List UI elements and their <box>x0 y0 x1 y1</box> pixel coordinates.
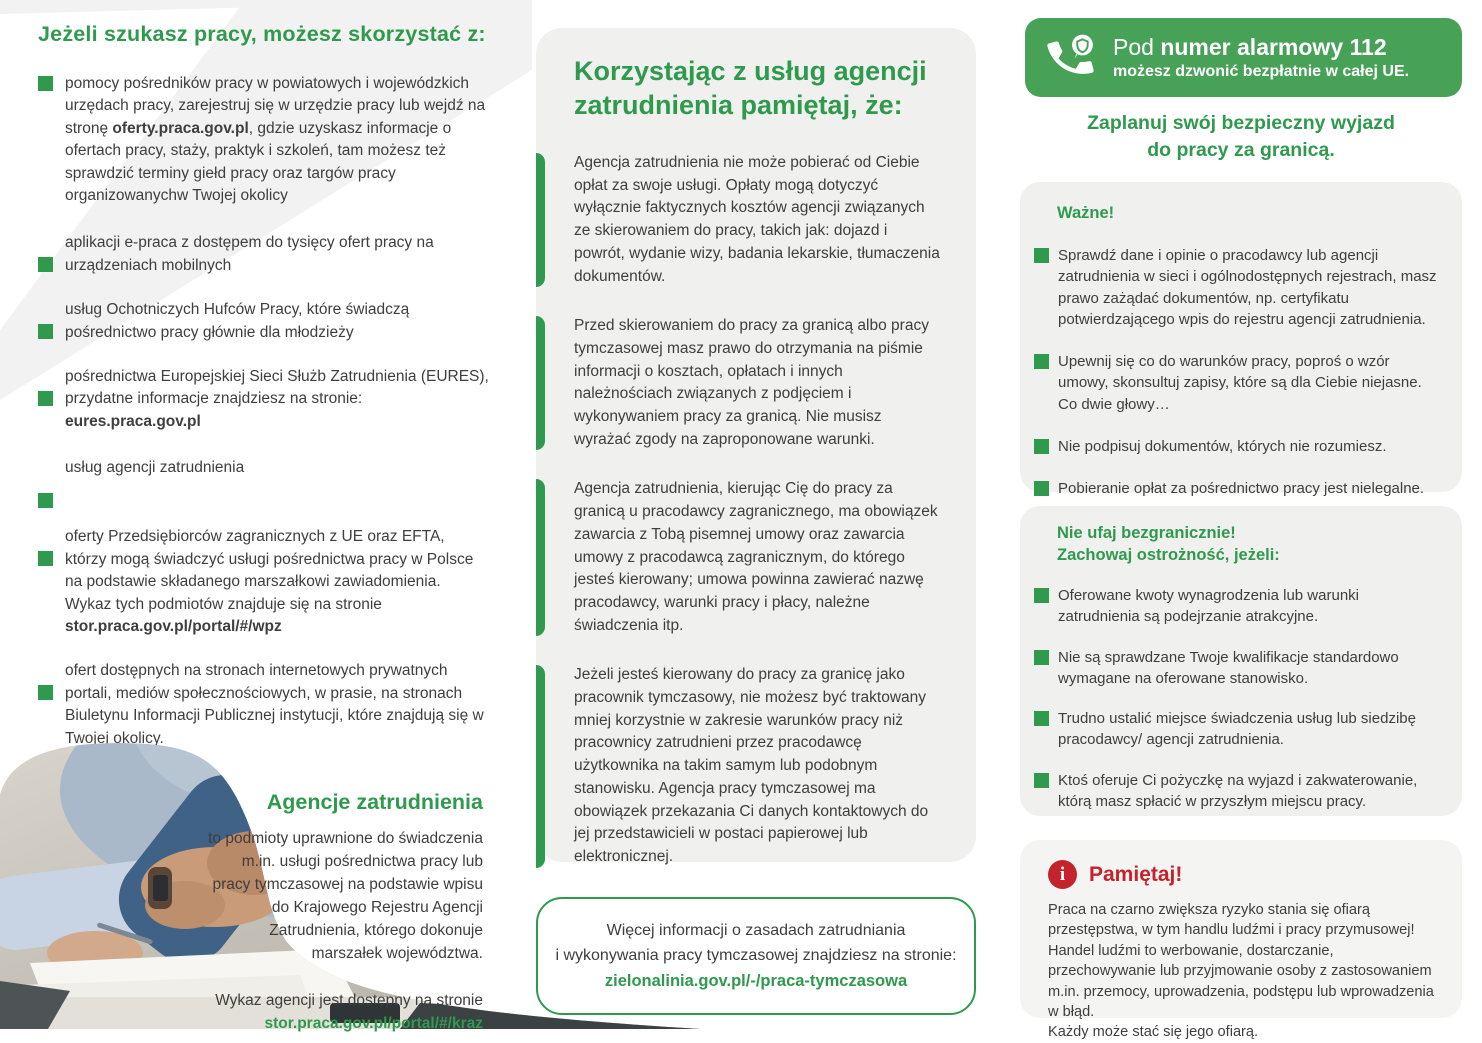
list-item <box>1034 478 1440 499</box>
rule-paragraph <box>536 664 942 868</box>
rule-paragraph <box>536 478 942 637</box>
list-item-text: Nie podpisuj dokumentów, których nie rozumiesz. <box>1058 438 1387 456</box>
list-item <box>1034 770 1440 813</box>
agencies-footer: Wykaz agencji jest dostępny na stronie <box>215 992 483 1009</box>
list-item <box>1034 708 1440 751</box>
bullet-square-icon <box>38 324 53 339</box>
list-item-text: usług Ochotniczych Hufców Pracy, które świadczą pośrednictwo pracy głównie dla młodzieży <box>65 301 410 341</box>
list-item-text: usług agencji zatrudnienia <box>65 459 245 477</box>
banner-line2: możesz dzwonić bezpłatnie w całej UE. <box>1113 62 1410 80</box>
plan-safe-trip-heading: Zaplanuj swój bezpieczny wyjazd do pracy za granicą. <box>1087 112 1395 161</box>
list-item <box>38 299 490 344</box>
bullet-square-icon <box>38 685 53 700</box>
green-bar-icon <box>536 665 545 867</box>
rule-text: Agencja zatrudnienia, kierując Cię do pracy za granicą u pracodawcy zagranicznego, ma obowiązek zawarcia z Tobą pisemnej umowy oraz zawarcia umowy z pracodawcą zagranicznym, do którego jesteś kierowany; umowa powinna zawierać nazwę pracodawcy, warunki pracy i płacy, należne świadczenia itp. <box>574 480 938 634</box>
agencies-heading: Agencje zatrudnienia <box>266 790 483 814</box>
list-item <box>38 526 490 638</box>
agency-rules-panel <box>536 28 976 865</box>
rule-paragraph <box>536 315 942 451</box>
list-item-text: ofert dostępnych na stronach internetowych prywatnych portali, mediów społecznościowych, w prasie, na stronach Biuletynu Informacji Publicznej instytucji, które znajdują się w Twojej okolicy. <box>65 662 484 747</box>
list-item <box>1034 351 1440 415</box>
green-bar-icon <box>536 479 545 636</box>
remember-title: Pamiętaj! <box>1089 862 1183 886</box>
caution-box <box>1020 506 1462 816</box>
bullet-square-icon <box>38 391 53 406</box>
bullet-square-icon <box>38 493 53 508</box>
list-item <box>1034 436 1440 457</box>
list-item-text: pomocy pośredników pracy w powiatowych i wojewódzkich urzędach pracy, zarejestruj się w urzędzie pracy lub wejdź na stronę oferty.praca.gov.pl, gdzie uzyskasz informacje o ofertach pracy, staży, praktyk i szkoleń, tam możesz też sprawdzić terminy giełd pracy oraz targów pracy organizowanychw Twojej okolicy <box>65 75 486 205</box>
caution-title: Nie ufaj bezgranicznie! Zachowaj ostrożność, jeżeli: <box>1057 524 1280 564</box>
list-item <box>38 73 490 207</box>
green-bar-icon <box>536 316 545 450</box>
list-item-text: oferty Przedsiębiorców zagranicznych z UE oraz EFTA, którzy mogą świadczyć usługi pośrednictwa pracy w Polsce na podstawie składanego marszałkowi zawiadomienia. Wykaz tych podmiotów znajduje się na stronie stor.praca.gov.pl/portal/#/wpz <box>65 528 474 635</box>
list-item-text: Ktoś oferuje Ci pożyczkę na wyjazd i zakwaterowanie, którą masz spłacić w przyszłym miejscu pracy. <box>1058 771 1418 811</box>
list-item <box>38 232 490 277</box>
emergency-number-banner <box>1025 18 1462 97</box>
list-item-text: Sprawdź dane i opinie o pracodawcy lub agencji zatrudnienia w sieci i ogólnodostępnych rejestrach, masz prawo zażądać dokumentów, np. certyfikatu potwierdzającego wpis do rejestru agencji zatrudnienia. <box>1058 247 1437 328</box>
rule-paragraph <box>536 152 942 288</box>
rule-text: Jeżeli jesteś kierowany do pracy za granicę jako pracownik tymczasowy, nie możesz być traktowany mniej korzystnie w zakresie warunków pracy niż pracownicy zatrudnieni przez pracodawcę użytkownika na takim samym lub podobnym stanowisku. Agencja pracy tymczasowej ma obowiązek przekazania Ci danych kontaktowych do jej przedstawicieli w postaci papierowej lub elektronicznej. <box>574 666 929 865</box>
list-item-text: Pobieranie opłat za pośrednictwo pracy jest nielegalne. <box>1058 480 1425 498</box>
bullet-square-icon <box>1034 439 1049 454</box>
info-line: Więcej informacji o zasadach zatrudniania <box>606 921 906 939</box>
list-item <box>38 366 490 433</box>
bullet-square-icon <box>38 551 53 566</box>
list-item-text: pośrednictwa Europejskiej Sieci Służb Zatrudnienia (EURES), przydatne informacje znajdziesz na stronie: eures.praca.gov.pl <box>65 368 489 430</box>
kraz-register-link[interactable]: stor.praca.gov.pl/portal/#/kraz <box>264 1015 483 1032</box>
banner-text <box>1113 34 1409 82</box>
bullet-square-icon <box>1034 588 1049 603</box>
list-item <box>38 457 490 508</box>
middle-heading: Korzystając z usług agencji zatrudnienia pamiętaj, że: <box>574 56 927 120</box>
zielonalinia-link[interactable]: zielonalinia.gov.pl/-/praca-tymczasowa <box>604 971 908 990</box>
employment-agencies-section <box>205 790 483 1035</box>
bullet-square-icon <box>1034 248 1049 263</box>
list-item-text: Oferowane kwoty wynagrodzenia lub warunki zatrudnienia są podejrzanie atrakcyjne. <box>1058 587 1359 626</box>
agencies-body: to podmioty uprawnione do świadczenia m.in. usługi pośrednictwa pracy lub pracy tymczasowej na podstawie wpisu do Krajowego Rejestru Agencji Zatrudnienia, którego dokonuje marszałek województwa. <box>208 830 483 962</box>
left-column <box>38 22 490 772</box>
rule-text: Agencja zatrudnienia nie może pobierać od Ciebie opłat za swoje usługi. Opłaty mogą dotyczyć wyłącznie faktycznych kosztów agencji związanych ze skierowaniem do pracy, takich jak: dojazd i powrót, wydanie wizy, badania lekarskie, tłumaczenia dokumentów. <box>574 154 940 285</box>
more-info-box <box>536 897 976 1015</box>
remember-body: Praca na czarno zwiększa ryzyko stania się ofiarą przestępstwa, w tym handlu ludźmi i pracy przymusowej! Handel ludźmi to werbowanie, dostarczanie, przechowywanie lub przyjmowanie osoby z zastosowaniem m.in. przemocy, uprowadzenia, podstępu lub wprowadzenia w błąd. Każdy może stać się jego ofiarą. <box>1048 902 1434 1041</box>
bullet-square-icon <box>1034 481 1049 496</box>
bullet-square-icon <box>1034 773 1049 788</box>
list-item <box>1034 647 1440 690</box>
info-icon: i <box>1048 860 1077 889</box>
green-bar-icon <box>536 153 545 287</box>
bullet-square-icon <box>38 76 53 91</box>
bullet-square-icon <box>1034 711 1049 726</box>
job-search-options-list <box>38 73 490 750</box>
rule-text: Przed skierowaniem do pracy za granicą albo pracy tymczasowej masz prawo do otrzymania na piśmie informacji o kosztach, opłatach i innych należnościach związanych z podjęciem i wykonywaniem pracy za granicą. Nie musisz wyrażać zgody na zaproponowane warunki. <box>574 317 929 448</box>
list-item <box>1034 585 1440 628</box>
bullet-square-icon <box>1034 354 1049 369</box>
list-item-text: Trudno ustalić miejsce świadczenia usług lub siedzibę pracodawcy/ agencji zatrudnienia. <box>1058 710 1416 749</box>
list-item <box>1034 245 1440 330</box>
important-box <box>1020 182 1462 498</box>
banner-line1: Pod numer alarmowy 112 <box>1113 33 1387 60</box>
phone-emergency-icon <box>1045 32 1097 84</box>
list-item-text: aplikacji e-praca z dostępem do tysięcy ofert pracy na urządzeniach mobilnych <box>65 234 434 274</box>
bullet-square-icon <box>1034 650 1049 665</box>
important-title: Ważne! <box>1057 204 1115 222</box>
remember-box <box>1020 840 1462 1041</box>
left-heading: Jeżeli szukasz pracy, możesz skorzystać z: <box>38 22 486 46</box>
bullet-square-icon <box>38 257 53 272</box>
info-line: i wykonywania pracy tymczasowej znajdziesz na stronie: <box>555 946 957 964</box>
list-item-text: Nie są sprawdzane Twoje kwalifikacje standardowo wymagane na oferowane stanowisko. <box>1058 648 1399 687</box>
remember-header <box>1048 860 1438 889</box>
list-item-text: Upewnij się co do warunków pracy, poproś o wzór umowy, skonsultuj zapisy, które są dla Ciebie niejasne. Co dwie głowy… <box>1058 353 1422 413</box>
